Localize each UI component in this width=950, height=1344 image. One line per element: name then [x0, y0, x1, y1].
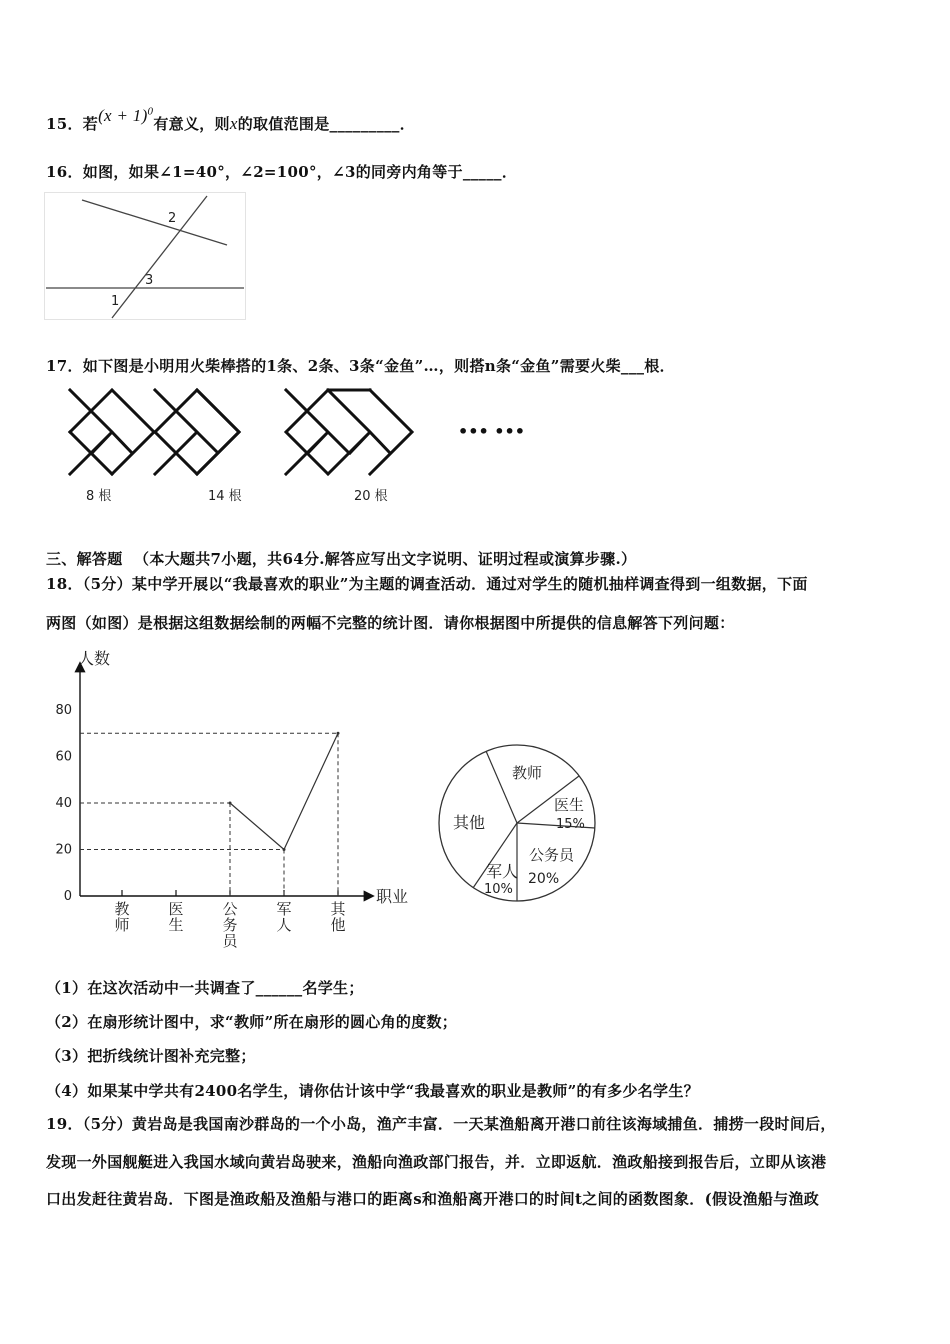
y-tick-label: 60: [55, 749, 72, 765]
fish-3: [286, 390, 412, 474]
y-tick-label: 80: [55, 703, 72, 718]
q16-angle-3-label: 3: [145, 273, 154, 288]
q19-line-2: 发现一外国舰艇进入我国水域向黄岩岛驶来，渔船向渔政部门报告，并．立即返航．渔政船接到报告后，立即从该港: [46, 1153, 827, 1171]
x-tick-label: 军人: [276, 900, 292, 934]
q16-figure-border: [45, 193, 246, 320]
q18-line-1: 18．（5分）某中学开展以“我最喜欢的职业”为主题的调查活动．通过对学生的随机抽样调查得到一组数据，下面: [46, 575, 808, 593]
pie-label-civil-servant: 公务员: [529, 846, 575, 864]
section-3-note: （本大题共7小题，共64分.解答应写出文字说明、证明过程或演算步骤.）: [134, 550, 637, 568]
q16-line-upper: [82, 200, 227, 245]
q16-angle-1-label: 1: [111, 294, 120, 309]
y-tick-label: 40: [55, 796, 72, 811]
q18-sub-4: （4）如果某中学共有2400名学生，请你估计该中学“我最喜欢的职业是教师”的有多少名学生？: [46, 1082, 699, 1100]
x-tick-label: 医生: [168, 900, 184, 934]
y-tick-label: 20: [55, 842, 72, 858]
x-axis-label: 职业: [376, 887, 409, 906]
section-3-heading: [46, 548, 636, 569]
pie-percent-soldier: 10%: [484, 882, 513, 897]
question-16: 16．如图，如果∠1=40°，∠2=100°，∠3的同旁内角等于_____．: [46, 163, 518, 181]
q17-caption-1: 8 根: [86, 489, 112, 504]
q17-caption-3: 20 根: [354, 489, 388, 504]
pie-label-teacher: 教师: [512, 764, 543, 782]
question-15: [46, 105, 416, 134]
fish-1: [70, 390, 154, 474]
q16-figure: [44, 192, 246, 320]
fish-2: [155, 390, 239, 474]
q18-sub-2: （2）在扇形统计图中，求“教师”所在扇形的圆心角的度数；: [46, 1013, 458, 1031]
q17-matchstick-fish-figure: [60, 385, 540, 510]
q15-mid: 有意义，则: [153, 115, 230, 133]
question-17: 17．如下图是小明用火柴棒搭的1条、2条、3条“金鱼”…，则搭n条“金鱼”需要火柴___根．: [46, 357, 675, 375]
x-tick-label: 公务员: [222, 900, 238, 950]
q15-suffix: 的取值范围是_________．: [237, 115, 416, 133]
line-chart: [50, 650, 420, 950]
q18-sub-1: （1）在这次活动中一共调查了______名学生；: [46, 979, 364, 997]
pie-percent-civil-servant: 20%: [528, 871, 560, 887]
x-tick-label: 教师: [114, 900, 130, 934]
pie-label-soldier: 军人: [486, 862, 519, 881]
y-axis-label: 人数: [78, 649, 111, 668]
q19-line-1: 19．（5分）黄岩岛是我国南沙群岛的一个小岛，渔产丰富．一天某渔船离开港口前往该海域捕鱼．捕捞一段时间后，: [46, 1115, 836, 1133]
q19-line-3: 口出发赶往黄岩岛．下图是渔政船及渔船与港口的距离s和渔船离开港口的时间t之间的函数图象．(假设渔船与渔政: [46, 1190, 820, 1208]
q18-sub-3: （3）把折线统计图补充完整；: [46, 1047, 256, 1065]
q17-ellipsis: ••• •••: [458, 422, 525, 441]
pie-label-other: 其他: [453, 813, 486, 832]
q15-expression: $(x + 1)^0$: [98, 105, 154, 125]
section-3-title: 三、解答题: [46, 550, 123, 568]
q15-prefix: 若: [82, 115, 99, 133]
pie-label-doctor: 医生: [554, 796, 585, 814]
q16-angle-2-label: 2: [168, 211, 177, 226]
data-series-line: [230, 733, 338, 849]
q15-variable: x: [229, 114, 238, 133]
y-tick-label: 0: [63, 889, 72, 904]
pie-percent-doctor: 15%: [556, 817, 585, 832]
x-tick-label: 其他: [330, 900, 346, 934]
q18-line-2: 两图（如图）是根据这组数据绘制的两幅不完整的统计图．请你根据图中所提供的信息解答下列问题：: [46, 614, 735, 632]
q15-number: 15．: [46, 115, 83, 133]
pie-chart: [435, 742, 605, 912]
q17-caption-2: 14 根: [208, 489, 242, 504]
